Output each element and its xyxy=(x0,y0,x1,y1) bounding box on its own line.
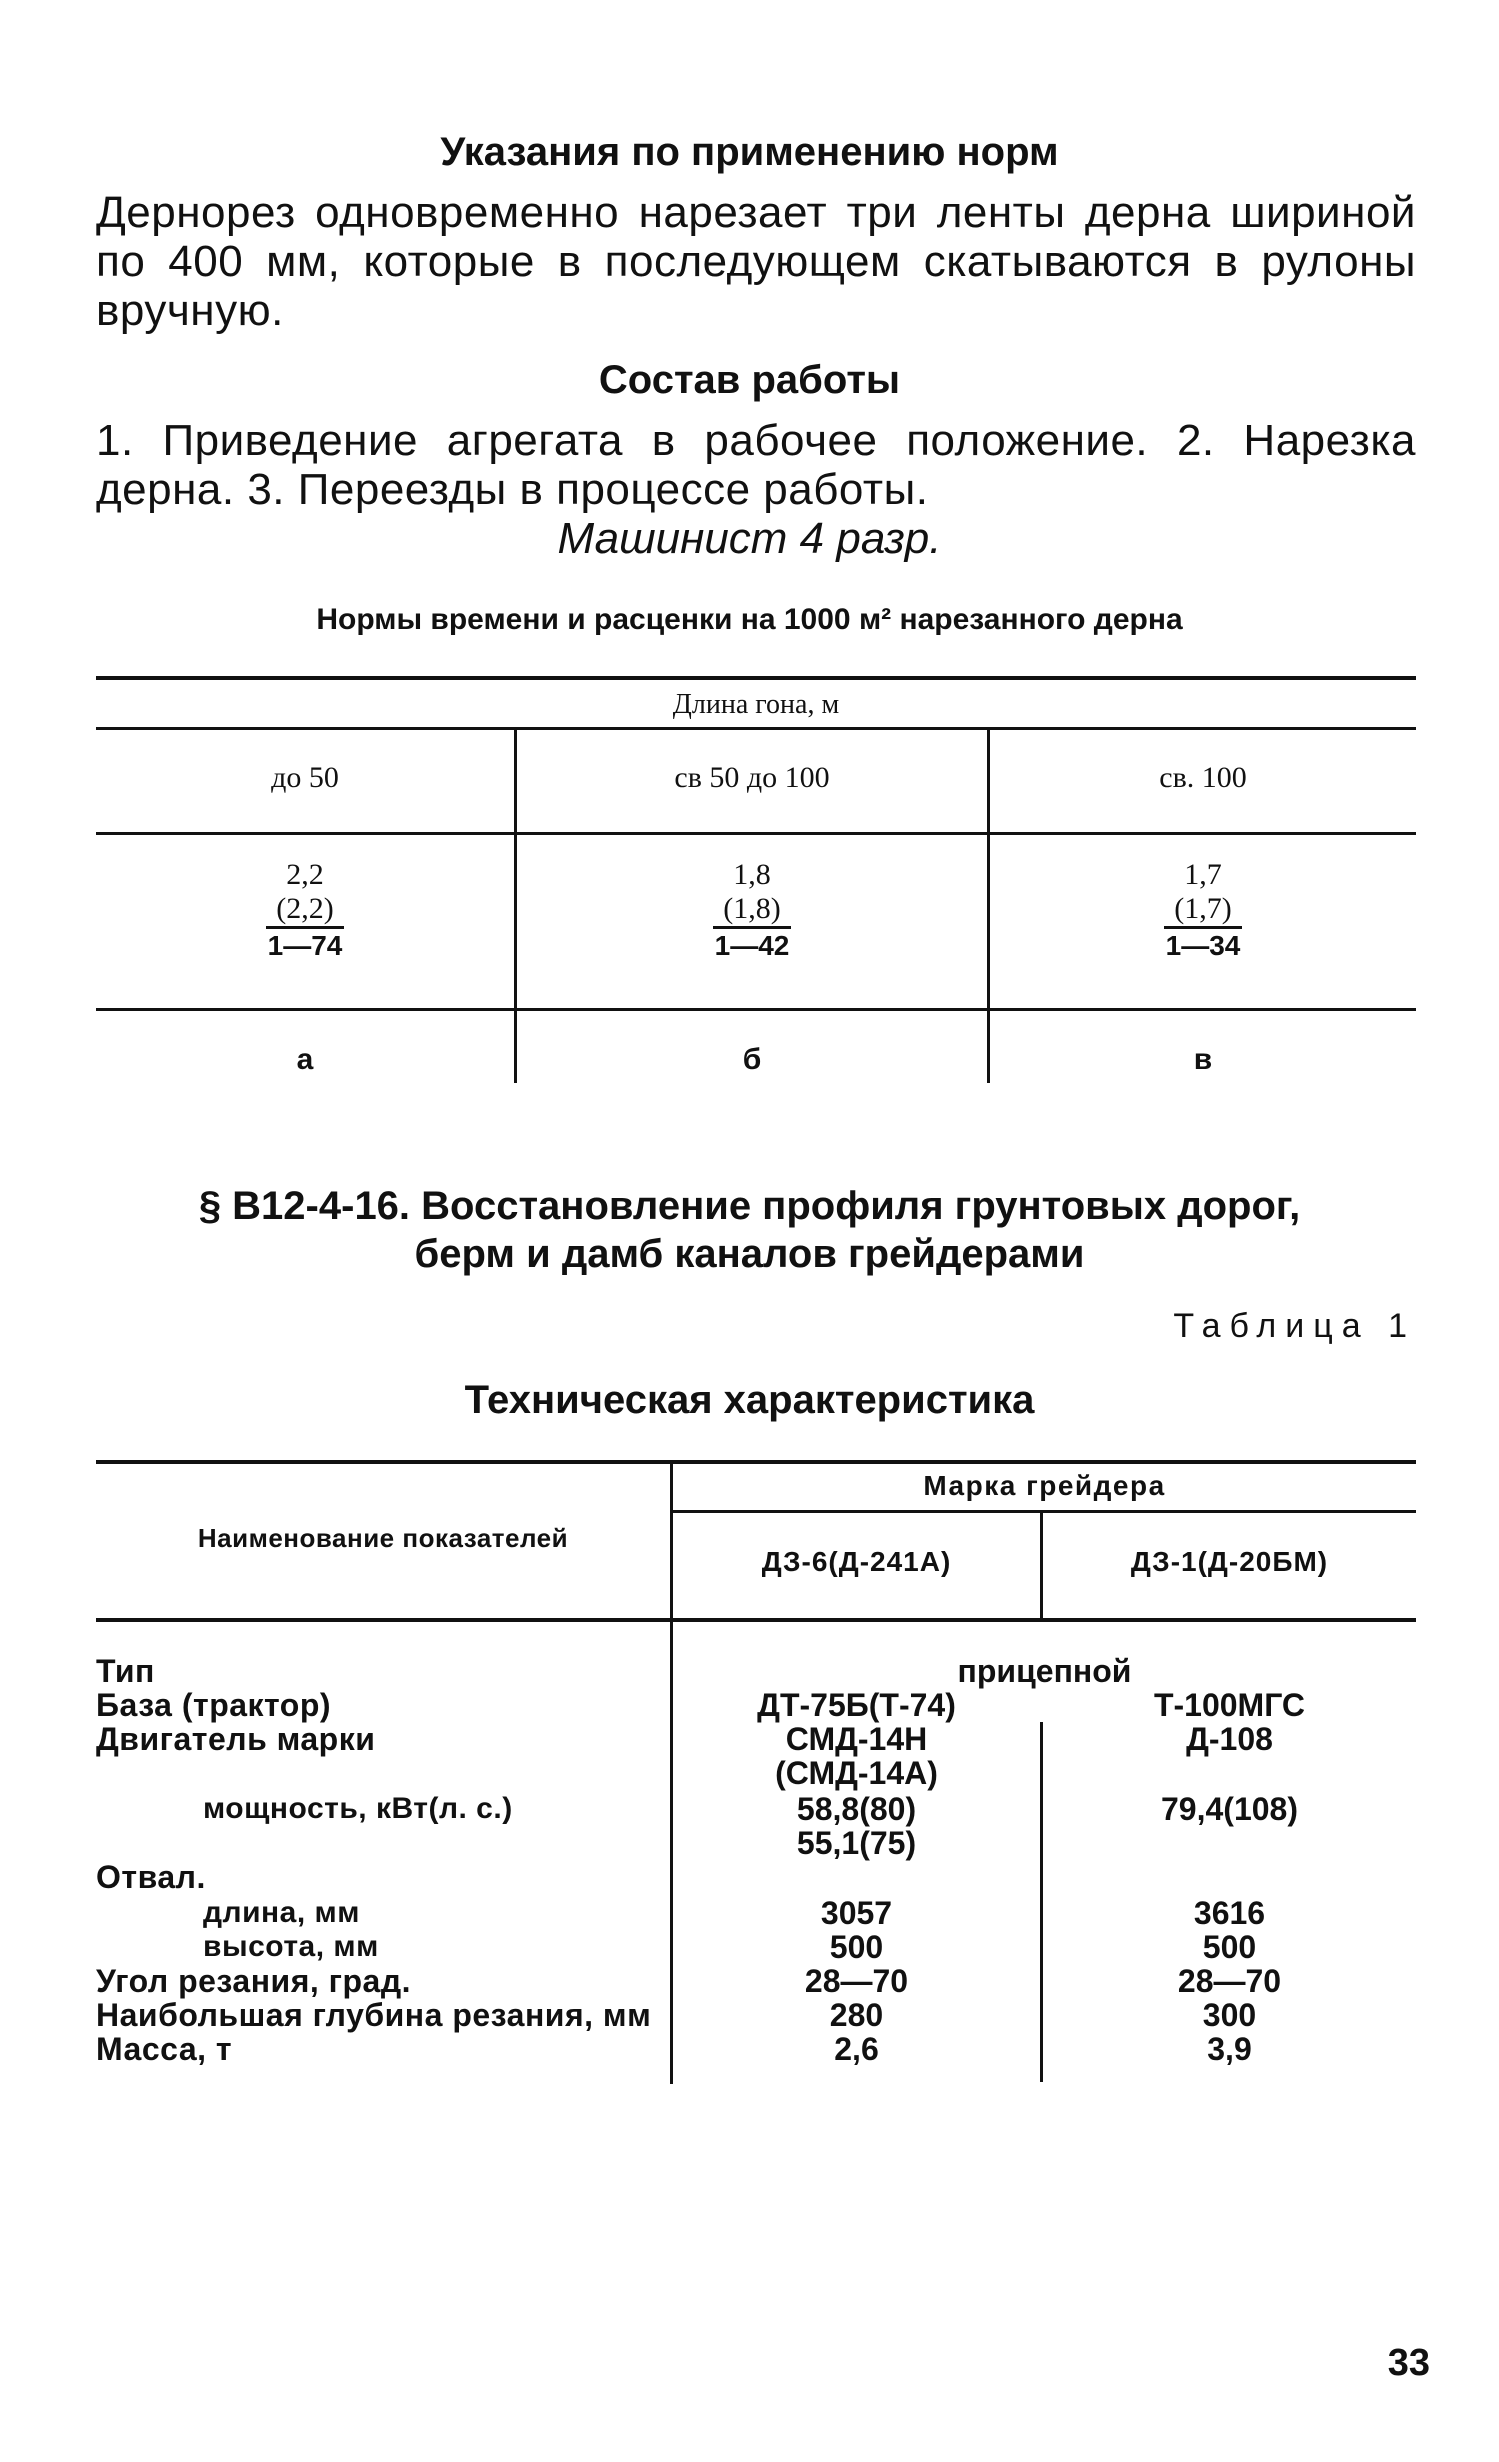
norm-time: 2,2 xyxy=(286,858,324,891)
table-label: Таблица 1 xyxy=(1173,1307,1416,1345)
tech-group-header: Марка грейдера xyxy=(923,1470,1166,1501)
section-title-line1: § В12-4-16. Восстановление профиля грунтовых дорог, xyxy=(198,1184,1301,1228)
mass-value-2: 3,9 xyxy=(1207,2031,1252,2067)
norm-time-alt: (1,8) xyxy=(713,892,790,929)
composition-heading: Состав работы xyxy=(598,358,901,402)
norms-group-header: Длина гона, м xyxy=(672,689,840,720)
norm-time: 1,7 xyxy=(1184,858,1222,891)
table-rule xyxy=(673,1510,1416,1513)
usage-heading: Указания по применению норм xyxy=(440,130,1059,174)
engine-value-2: Д-108 xyxy=(1186,1721,1273,1757)
type-value: прицепной xyxy=(957,1653,1132,1689)
angle-value-1: 28—70 xyxy=(804,1963,909,1999)
angle-value-2: 28—70 xyxy=(1177,1963,1282,1999)
table-title: Техническая характеристика xyxy=(464,1378,1035,1422)
worker-grade: Машинист 4 разр. xyxy=(557,514,942,563)
row-label-depth: Наибольшая глубина резания, мм xyxy=(96,1997,652,2033)
table-rule xyxy=(96,1460,1416,1464)
row-label-type: Тип xyxy=(96,1653,155,1689)
depth-value-2: 300 xyxy=(1202,1997,1257,2033)
tech-header-label: Наименование показателей xyxy=(197,1523,569,1553)
section-title-line2: берм и дамб каналов грейдерами xyxy=(414,1232,1085,1276)
norm-value-cell xyxy=(990,858,1416,963)
row-label-power: мощность, кВт(л. с.) xyxy=(203,1792,513,1825)
page-number: 33 xyxy=(1387,2342,1430,2384)
mass-value-1: 2,6 xyxy=(834,2031,879,2067)
norms-column-header: до 50 xyxy=(271,761,339,794)
row-label-height: высота, мм xyxy=(203,1930,379,1963)
usage-paragraph: Дернорез одновременно нарезает три ленты дерна шириной по 400 мм, которые в последующем скатываются в рулоны вручную. xyxy=(96,188,1416,335)
tech-column-header: ДЗ-1(Д-20БМ) xyxy=(1130,1546,1329,1577)
norm-rate: 1—74 xyxy=(267,930,343,961)
norm-value-cell xyxy=(517,858,987,963)
length-value-2: 3616 xyxy=(1193,1895,1266,1931)
norm-rate: 1—42 xyxy=(714,930,790,961)
row-label-blade: Отвал. xyxy=(96,1859,206,1895)
engine-value-1-alt: (СМД-14А) xyxy=(775,1755,938,1791)
norms-column-header: св. 100 xyxy=(1159,761,1247,794)
height-value-2: 500 xyxy=(1202,1929,1257,1965)
norm-time: 1,8 xyxy=(733,858,771,891)
norm-rate: 1—34 xyxy=(1165,930,1241,961)
column-letter: а xyxy=(296,1043,314,1076)
table-rule xyxy=(96,676,1416,680)
power-value-1-alt: 55,1(75) xyxy=(796,1825,917,1861)
norms-column-header: св 50 до 100 xyxy=(674,761,830,794)
composition-text: 1. Приведение агрегата в рабочее положение. 2. Нарезка дерна. 3. Переезды в процессе работы. xyxy=(96,416,1416,514)
row-label-angle: Угол резания, град. xyxy=(96,1963,412,1999)
norms-caption: Нормы времени и расценки на 1000 м² нарезанного дерна xyxy=(316,603,1183,636)
column-letter: б xyxy=(742,1043,762,1076)
base-value-1: ДТ-75Б(Т-74) xyxy=(757,1687,956,1723)
table-rule xyxy=(96,1618,1416,1622)
power-value-2: 79,4(108) xyxy=(1161,1791,1298,1827)
column-letter: в xyxy=(1193,1043,1213,1076)
engine-value-1: СМД-14Н xyxy=(785,1721,928,1757)
norm-value-cell xyxy=(96,858,514,963)
table-rule xyxy=(96,727,1416,730)
length-value-1: 3057 xyxy=(820,1895,893,1931)
power-value-1: 58,8(80) xyxy=(796,1791,917,1827)
table-rule xyxy=(96,1008,1416,1011)
row-label-engine: Двигатель марки xyxy=(96,1721,376,1757)
base-value-2: Т-100МГС xyxy=(1153,1687,1306,1723)
tech-column-header: ДЗ-6(Д-241А) xyxy=(761,1546,952,1577)
row-label-base: База (трактор) xyxy=(96,1687,332,1723)
norm-time-alt: (2,2) xyxy=(266,892,343,929)
norm-time-alt: (1,7) xyxy=(1164,892,1241,929)
table-rule xyxy=(96,832,1416,835)
height-value-1: 500 xyxy=(829,1929,884,1965)
row-label-mass: Масса, т xyxy=(96,2031,233,2067)
row-label-length: длина, мм xyxy=(203,1896,360,1929)
depth-value-1: 280 xyxy=(829,1997,884,2033)
